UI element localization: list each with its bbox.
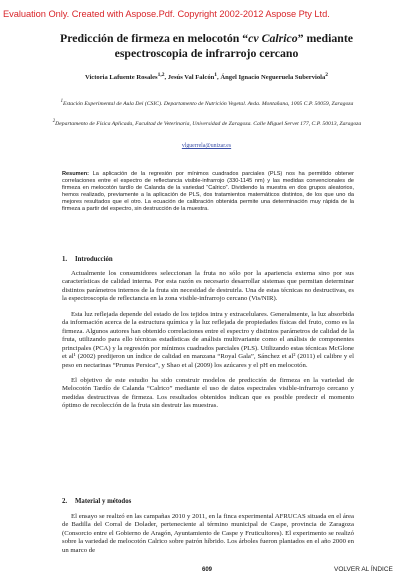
section-1-number: 1. — [62, 256, 68, 263]
affiliation-1-marker: 1 — [60, 99, 63, 104]
section-1-paragraph-1: Actualmente los consumidores seleccionan la fruta no sólo por la apariencia externa sino por sus características de calidad interna. Por esta razón es necesario desarrollar sistemas que permitan determinar distintos parámetros internos de la fruta sin necesidad de destruirla. Una de estas técnicas no destructivas, es la espectroscopia de reflectancia en la zona visible-infrarrojo cercano (Vis/NIR). — [62, 270, 354, 303]
author-2-affiliation: 1 — [214, 72, 218, 78]
section-1-paragraph-3: El objetivo de este estudio ha sido construir modelos de predicción de firmeza en la variedad de Melocotón Tardío de Calanda “Calrico” mediante el uso de datos espectrales visible-infrarrojo cercano y medidas destructivas de firmeza. Los resultados obtenidos indican que es posible predecir el momento óptimo de recolección de la fruta sin destruir las muestras. — [62, 376, 354, 410]
abstract-label: Resumen: — [62, 171, 90, 177]
affiliation-2-text: Departamento de Física Aplicada, Facultad de Veterinaria, Universidad de Zaragoza. Calle Miguel Servet 177, C.P. 50013, Zaragoza — [55, 120, 362, 127]
section-2-title: Material y métodos — [75, 498, 132, 505]
section-2-number: 2. — [62, 498, 68, 505]
author-1-affiliation: 1,2 — [157, 72, 165, 78]
section-2-heading — [62, 498, 131, 505]
affiliation-1 — [42, 98, 372, 108]
paper-title — [40, 31, 373, 61]
back-to-index-link[interactable]: VOLVER AL ÍNDICE — [334, 566, 393, 573]
title-cultivar: cv Calrico — [248, 31, 298, 45]
author-list — [30, 71, 383, 82]
evaluation-watermark: Evaluation Only. Created with Aspose.Pdf. Copyright 2002-2012 Aspose Pty Ltd. — [3, 9, 330, 19]
section-2-paragraph-1: El ensayo se realizó en las campañas 2010 y 2011, en la finca experimental AFRUCAS situada en el área de Badilla del Corral de Dolader, perteneciente al término municipal de Caspe, provincia de Zaragoza (Consorcio entre el Gobierno de Aragón, Ayuntamiento de Caspe y Fruticultores). El experimento se realizó sobre la variedad de melocotón Calrico sobre patrón híbrido. Los árboles fueron plantados en el año 2000 en un marco de — [62, 513, 354, 554]
section-1-body — [62, 270, 354, 411]
affiliation-1-text: Estación Experimental de Aula Dei (CSIC). Departamento de Nutrición Vegetal. Avda. Montañana, 1005 C.P. 50059, Zaragoza — [63, 100, 354, 107]
author-3: , Ángel Ignacio Negueruela Suberviola — [217, 74, 326, 82]
section-1-heading — [62, 256, 113, 263]
abstract — [62, 171, 354, 213]
section-2-body — [62, 513, 354, 555]
abstract-text: La aplicación de la regresión por mínimos cuadrados parciales (PLS) nos ha permitido obtener correlaciones entre el espectro de reflectancia visible-infrarrojo (330-1145 nm) y las medidas convencionales de firmeza en melocotón tardío de Calanda de la variedad “Calrico”. Dividiendo la muestra en dos grupos aleatorios, hemos realizado, previamente a la aplicación de PLS, dos tratamientos matemáticos distintos, de los que uno da mejores resultados que el otro. La ecuación de calibración obtenida permite una determinación muy rápida de la firmeza a partir del espectro, sin destrucción de la muestra. — [62, 171, 354, 213]
contact-email-link[interactable]: vlguerrela@unizar.es — [181, 143, 232, 149]
title-part-1: Predicción de firmeza en melocotón “ — [60, 31, 249, 45]
page-number: 609 — [201, 567, 212, 573]
section-1-title: Introducción — [75, 256, 113, 263]
author-1: Victoria Lafuente Rosales — [84, 74, 158, 82]
author-3-affiliation: 2 — [325, 72, 329, 78]
affiliation-2-marker: 2 — [52, 119, 56, 124]
section-1-paragraph-2: Esta luz reflejada depende del estado de los tejidos intra y extracelulares. Generalmente, la luz absorbida da información acerca de la estructura química y la luz reflejada de propiedades físicas del fruto, como es la firmeza. Algunos autores han obtenido correlaciones entre el espectro y distintos parámetros de calidad de la fruta, utilizando para ello técnicas estadísticas de análisis multivariante como el análisis de componentes principales (PCA) y la regresión por mínimos cuadrados parciales (PLS). Utilizando estas técnicas McGlone et al¹ (2002) predijeron un índice de calidad en manzana “Royal Gala”, Sánchez et al² (2011) el calibre y el peso en nectarinas “Prunus Persica”, y Shao et al (2009) los azúcares y el pH en melocotón. — [62, 310, 354, 369]
author-2: , Jesús Val Falcón — [164, 74, 215, 82]
title-part-2: ” mediante espectroscopia de infrarrojo cercano — [114, 31, 353, 60]
affiliation-2 — [42, 118, 372, 128]
